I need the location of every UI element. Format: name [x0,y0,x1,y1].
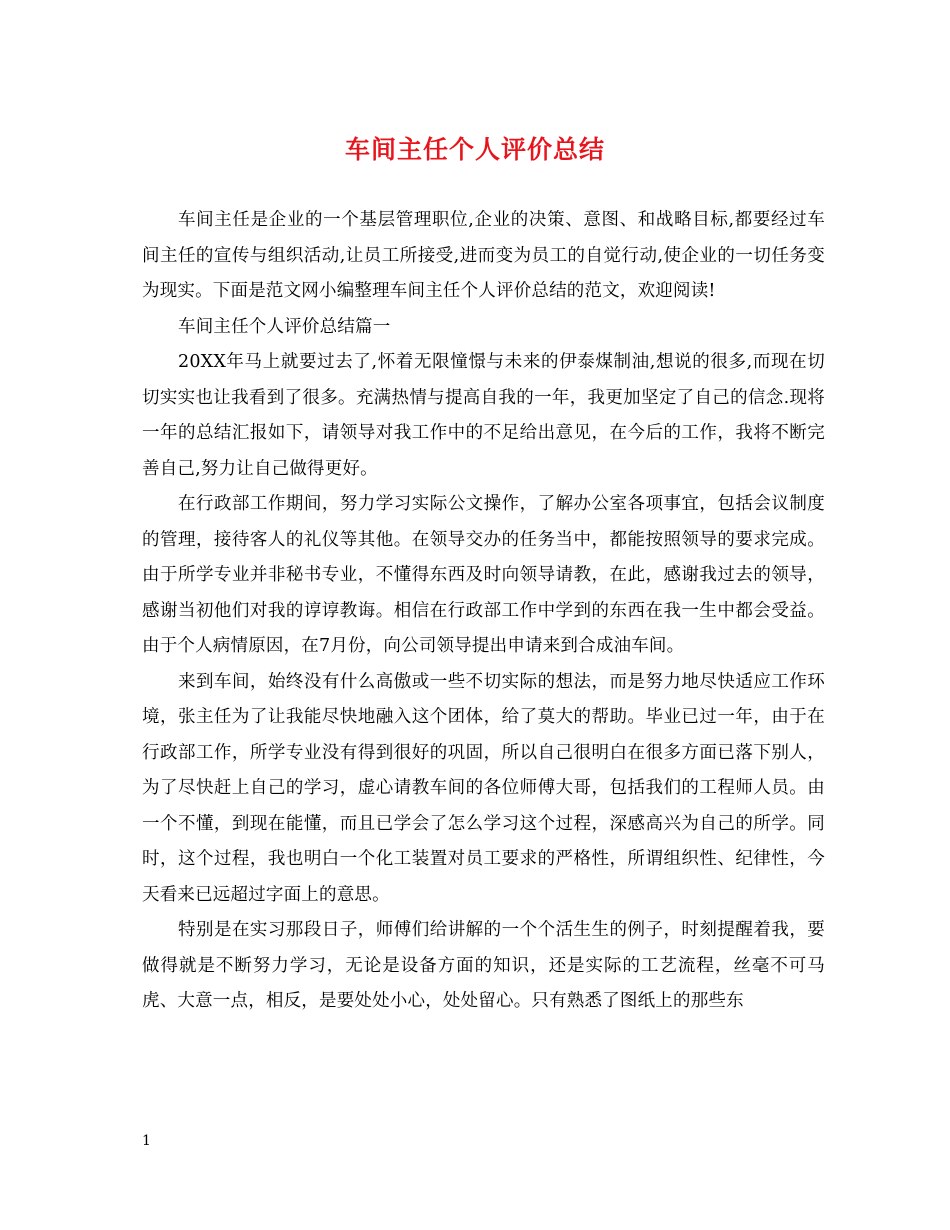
document-title: 车间主任个人评价总结 [344,135,605,164]
paragraph-admin-work: 在行政部工作期间，努力学习实际公文操作，了解办公室各项事宜，包括会议制度的管理，接待客人的礼仪等其他。在领导交办的任务当中，都能按照领导的要求完成。由于所学专业并非秘书专业，不懂得东西及时向领导请教，在此，感谢我过去的领导，感谢当初他们对我的谆谆教诲。相信在行政部工作中学到的东西在我一生中都会受益。由于个人病情原因，在7月份，向公司领导提出申请来到合成油车间。 [142,494,825,656]
paragraph-workshop: 来到车间，始终没有什么高傲或一些不切实际的想法，而是努力地尽快适应工作环境，张主任为了让我能尽快地融入这个团体，给了莫大的帮助。毕业已过一年，由于在行政部工作，所学专业没有得到很好的巩固，所以自己很明白在很多方面已落下别人，为了尽快赶上自己的学习，虚心请教车间的各位师傅大哥，包括我们的工程师人员。由一个不懂，到现在能懂，而且已学会了怎么学习这个过程，深感高兴为自己的所学。同时，这个过程，我也明白一个化工装置对员工要求的严格性，所谓组织性、纪律性，今天看来已远超过字面上的意思。 [142,671,825,905]
paragraph-year-summary: 20XX年马上就要过去了,怀着无限憧憬与未来的伊泰煤制油,想说的很多,而现在切切实实也让我看到了很多。充满热情与提高自我的一年，我更加坚定了自己的信念.现将一年的总结汇报如下，请领导对我工作中的不足给出意见，在今后的工作，我将不断完善自己,努力让自己做得更好。 [142,352,825,479]
paragraph-intro: 车间主任是企业的一个基层管理职位,企业的决策、意图、和战略目标,都要经过车间主任的宣传与组织活动,让员工所接受,进而变为员工的自觉行动,使企业的一切任务变为现实。下面是范文网小编整理车间主任个人评价总结的范文，欢迎阅读! [142,210,825,301]
paragraph-internship: 特别是在实习那段日子，师傅们给讲解的一个个活生生的例子，时刻提醒着我，要做得就是不断努力学习，无论是设备方面的知识，还是实际的工艺流程，丝毫不可马虎、大意一点，相反，是要处处小心，处处留心。只有熟悉了图纸上的那些东 [142,920,825,1011]
document-body [142,203,825,1020]
section-heading: 车间主任个人评价总结篇一 [178,316,391,337]
page-number: 1 [142,1133,151,1149]
